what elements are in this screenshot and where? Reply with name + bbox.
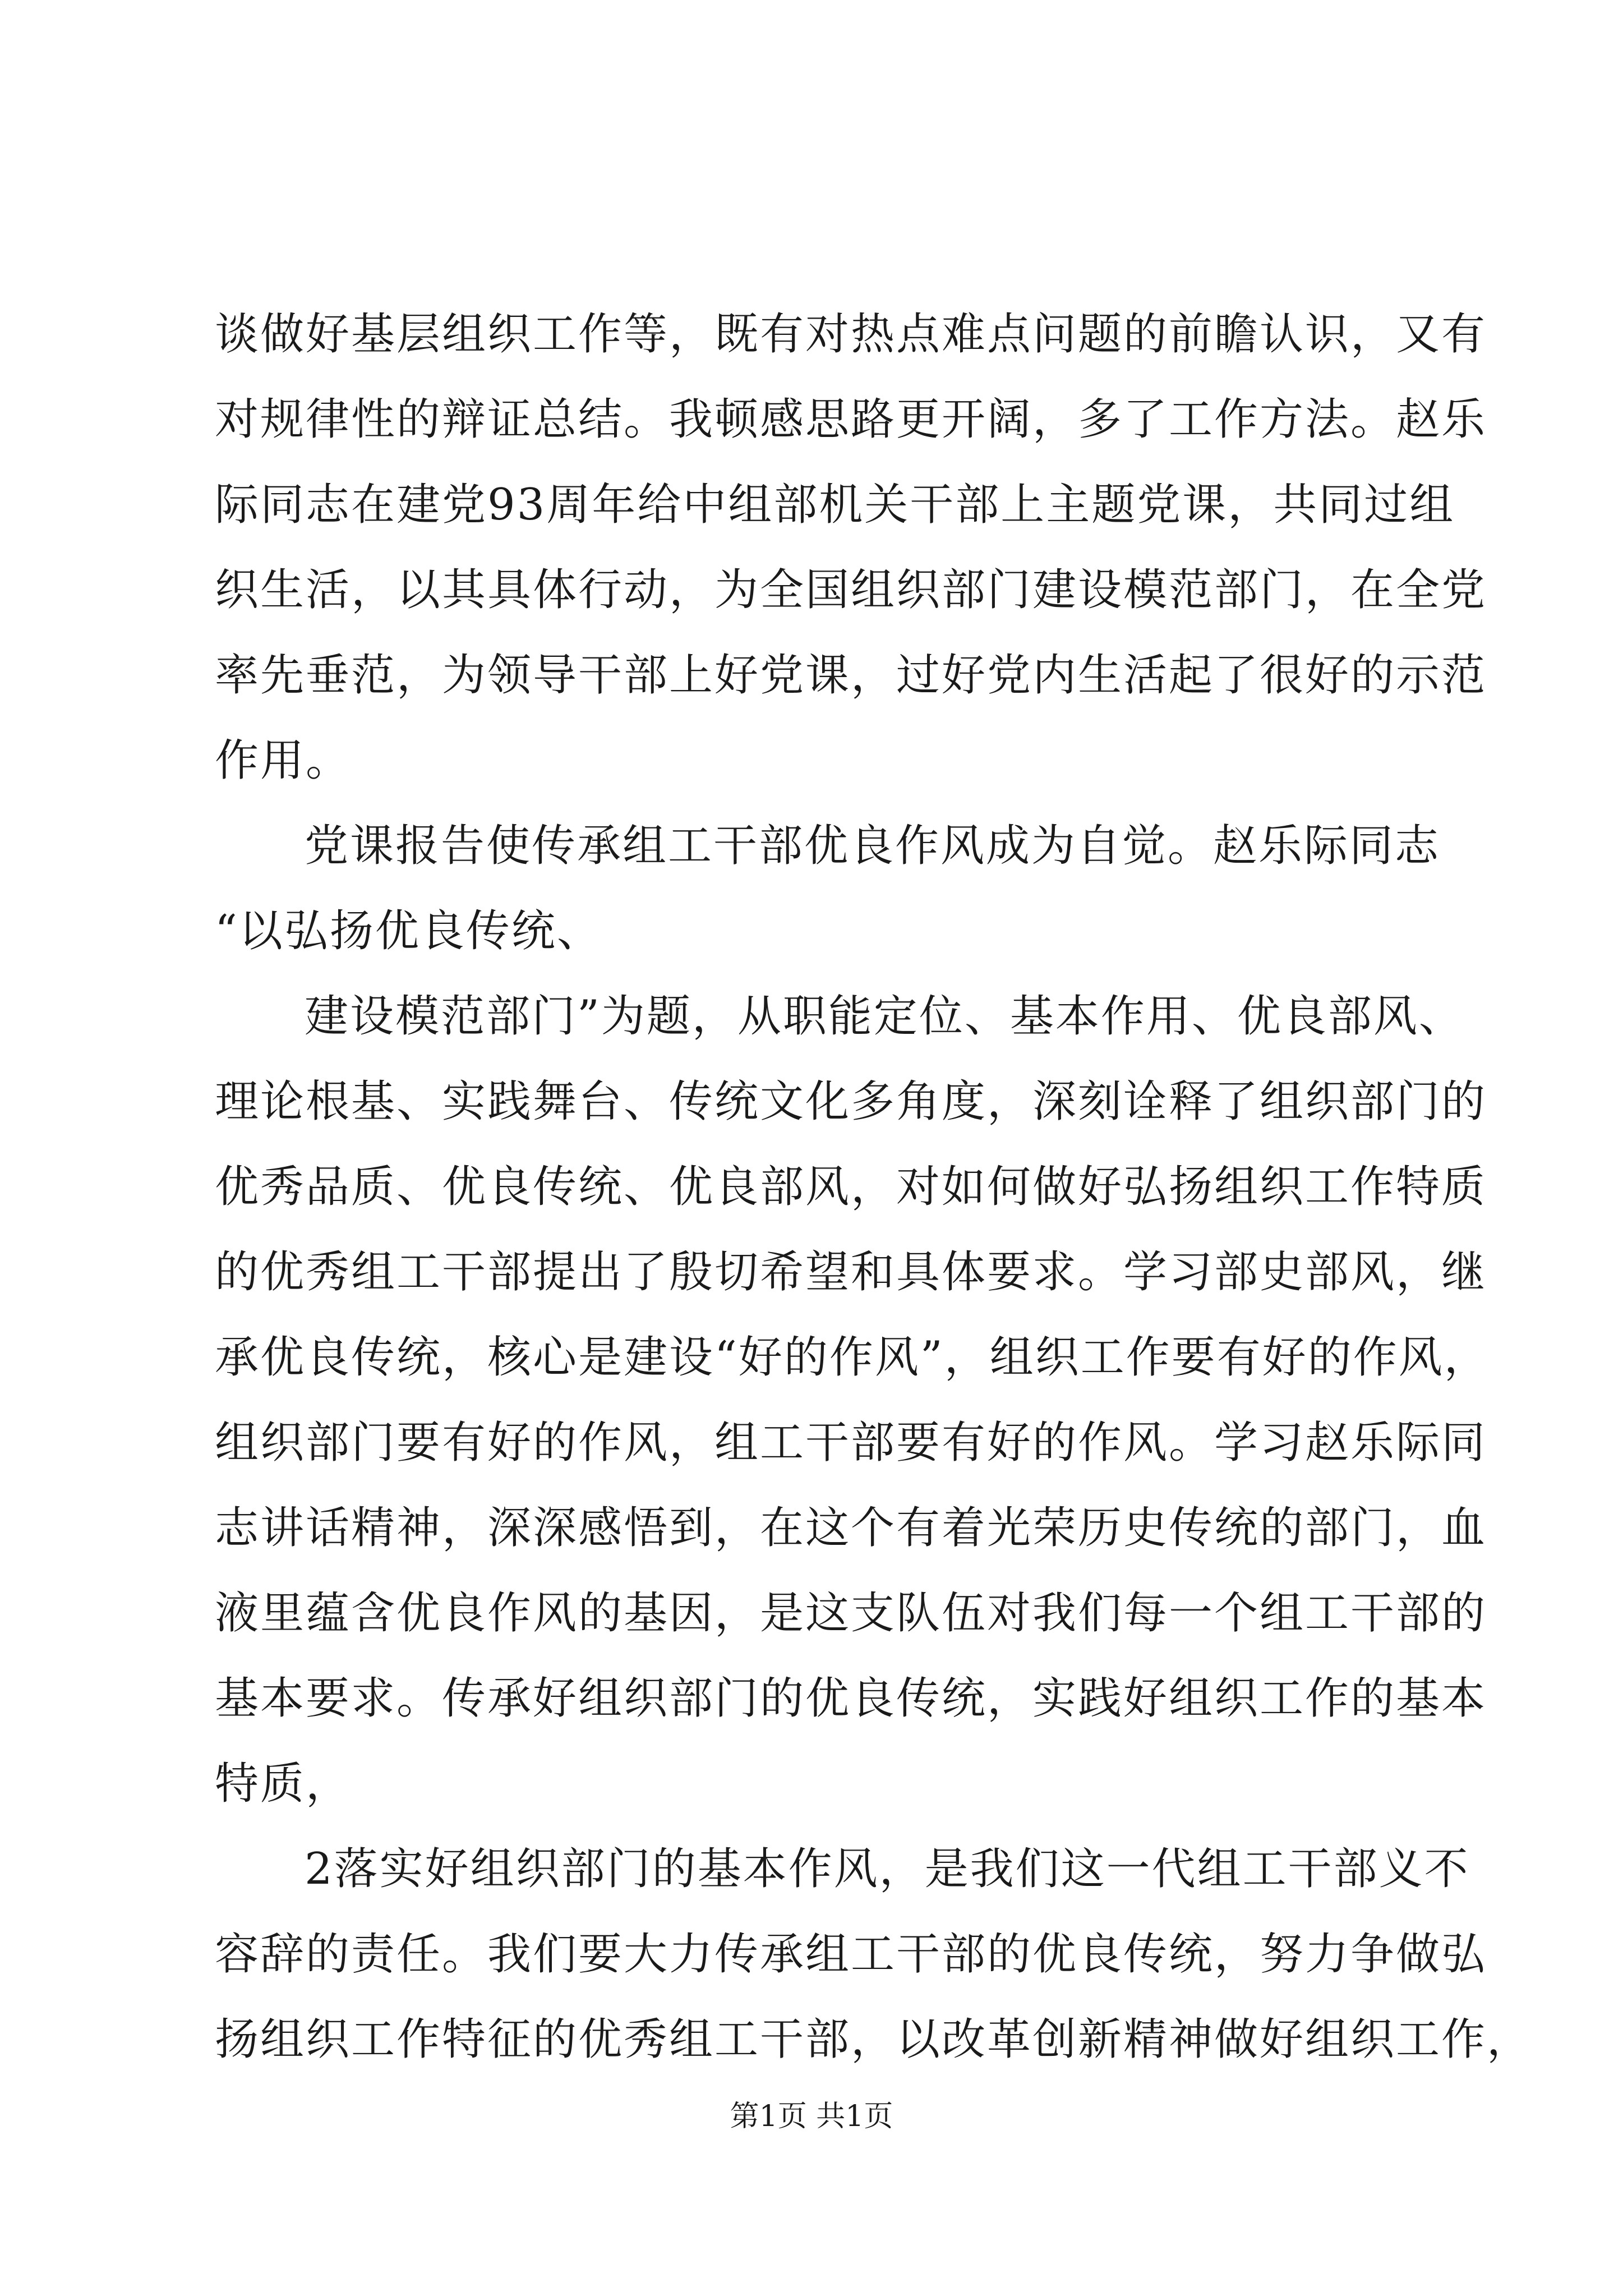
text-line: 志讲话精神，深深感悟到，在这个有着光荣历史传统的部门，血 <box>215 1503 1487 1553</box>
document-body <box>215 292 1533 2082</box>
text-line: 织生活，以其具体行动，为全国组织部门建设模范部门，在全党 <box>215 565 1487 615</box>
text-line: 谈做好基层组织工作等，既有对热点难点问题的前瞻认识，又有 <box>215 309 1487 360</box>
text-line: 理论根基、实践舞台、传统文化多角度，深刻诠释了组织部门的 <box>215 1076 1487 1127</box>
text-line: 扬组织工作特征的优秀组工干部，以改革创新精神做好组织工作， <box>215 2014 1533 2065</box>
text-line: 建设模范部门”为题，从职能定位、基本作用、优良部风、 <box>305 991 1464 1042</box>
text-line: 作用。 <box>215 735 352 786</box>
text-line: 党课报告使传承组工干部优良作风成为自觉。赵乐际同志 <box>305 821 1441 871</box>
text-line: 承优良传统，核心是建设“好的作风”，组织工作要有好的作风， <box>215 1332 1490 1383</box>
text-line: 容辞的责任。我们要大力传承组工干部的优良传统，努力争做弘 <box>215 1929 1487 1980</box>
text-line: 际同志在建党93周年给中组部机关干部上主题党课，共同过组 <box>215 480 1455 530</box>
page-footer: 第1页 共1页 <box>730 2100 893 2133</box>
text-line: 组织部门要有好的作风，组工干部要有好的作风。学习赵乐际同 <box>215 1418 1487 1468</box>
text-line: 特质， <box>215 1759 352 1809</box>
text-line: 的优秀组工干部提出了殷切希望和具体要求。学习部史部风，继 <box>215 1247 1487 1297</box>
text-line: 对规律性的辩证总结。我顿感思路更开阔，多了工作方法。赵乐 <box>215 394 1487 445</box>
text-line: “以弘扬优良传统、 <box>215 906 602 956</box>
text-line: 2落实好组织部门的基本作风，是我们这一代组工干部义不 <box>305 1844 1470 1894</box>
text-line: 率先垂范，为领导干部上好党课，过好党内生活起了很好的示范 <box>215 650 1487 701</box>
text-line: 优秀品质、优良传统、优良部风，对如何做好弘扬组织工作特质 <box>215 1162 1487 1212</box>
text-line: 液里蕴含优良作风的基因，是这支队伍对我们每一个组工干部的 <box>215 1588 1487 1639</box>
text-line: 基本要求。传承好组织部门的优良传统，实践好组织工作的基本 <box>215 1673 1487 1724</box>
